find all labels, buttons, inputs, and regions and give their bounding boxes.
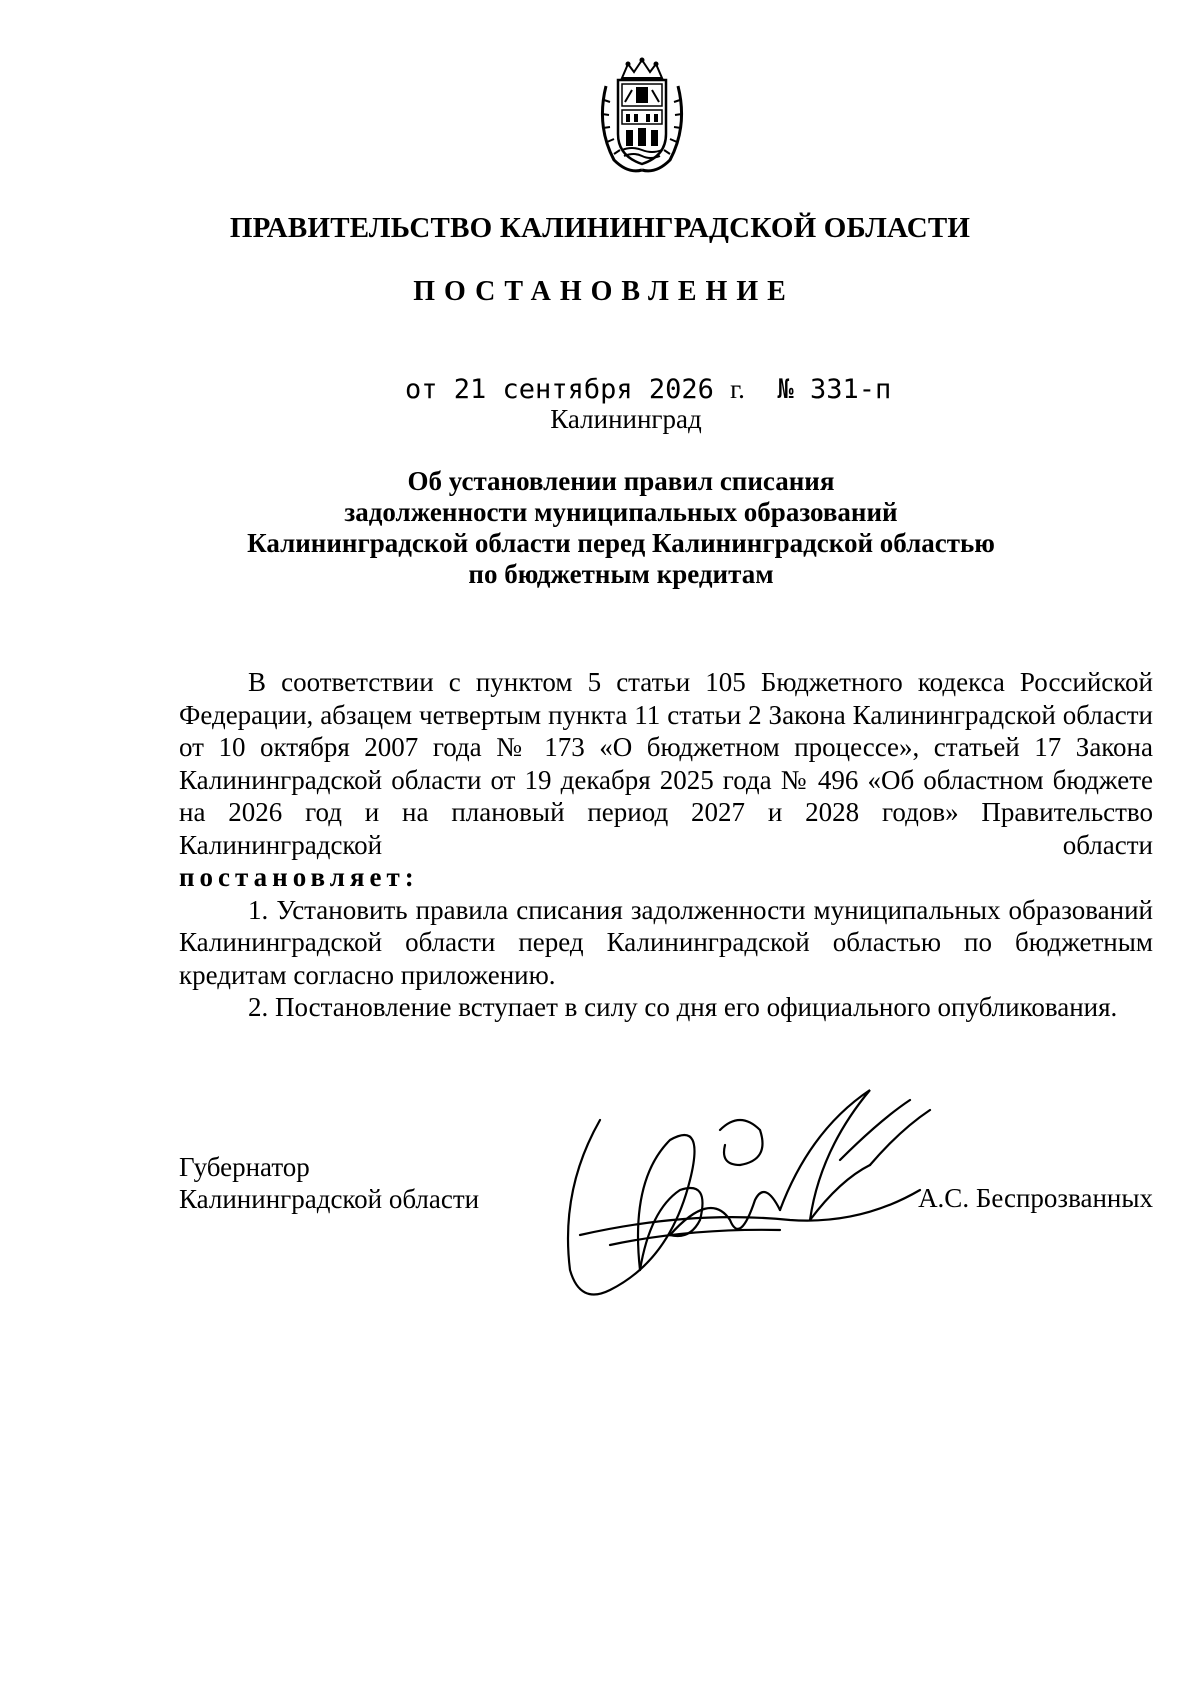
signatory-position (179, 1151, 479, 1215)
document-body (179, 666, 1153, 1024)
title-line: Калининградской области перед Калининградской областью (247, 528, 995, 558)
item-1-paragraph: 1. Установить правила списания задолженности муниципальных образований Калининградской области перед Калининградской областью по бюджетным кредитам согласно приложению. (179, 894, 1153, 990)
document-date-line (405, 374, 891, 405)
document-date: 21 сентября 2026 (453, 374, 714, 405)
resolve-word: постановляет: (179, 862, 419, 892)
preamble-paragraph: В соответствии с пунктом 5 статьи 105 Бюджетного кодекса Российской Федерации, абзацем четвертым пункта 11 статьи 2 Закона Калининградской области от 10 октября 2007 года № 173 «О бюджетном процессе», статьей 17 Закона Калининградской области от 19 декабря 2025 года № 496 «Об областном бюджете на 2026 год и на плановый период 2027 и 2028 годов» Правительство Калининградской области (179, 667, 1153, 860)
document-number: 331-п (809, 374, 892, 405)
title-line: Об установлении правил списания (407, 466, 835, 496)
item-2-paragraph: 2. Постановление вступает в силу со дня его официального опубликования. (248, 992, 1118, 1022)
document-title (0, 466, 1200, 590)
coat-of-arms-icon (592, 56, 692, 176)
organization-name: ПРАВИТЕЛЬСТВО КАЛИНИНГРАДСКОЙ ОБЛАСТИ (229, 212, 971, 244)
position-line: Губернатор (179, 1152, 310, 1182)
date-prefix: от (405, 374, 438, 405)
year-suffix: г. (730, 374, 745, 404)
document-city: Калининград (550, 404, 702, 434)
document-type: ПОСТАНОВЛЕНИЕ (413, 276, 795, 307)
title-line: по бюджетным кредитам (468, 559, 774, 589)
title-line: задолженности муниципальных образований (344, 497, 898, 527)
signatory-name: А.С. Беспрозванных (918, 1183, 1153, 1213)
position-line: Калининградской области (179, 1184, 480, 1214)
number-label: № (777, 374, 794, 405)
handwritten-signature-icon (540, 1070, 960, 1320)
